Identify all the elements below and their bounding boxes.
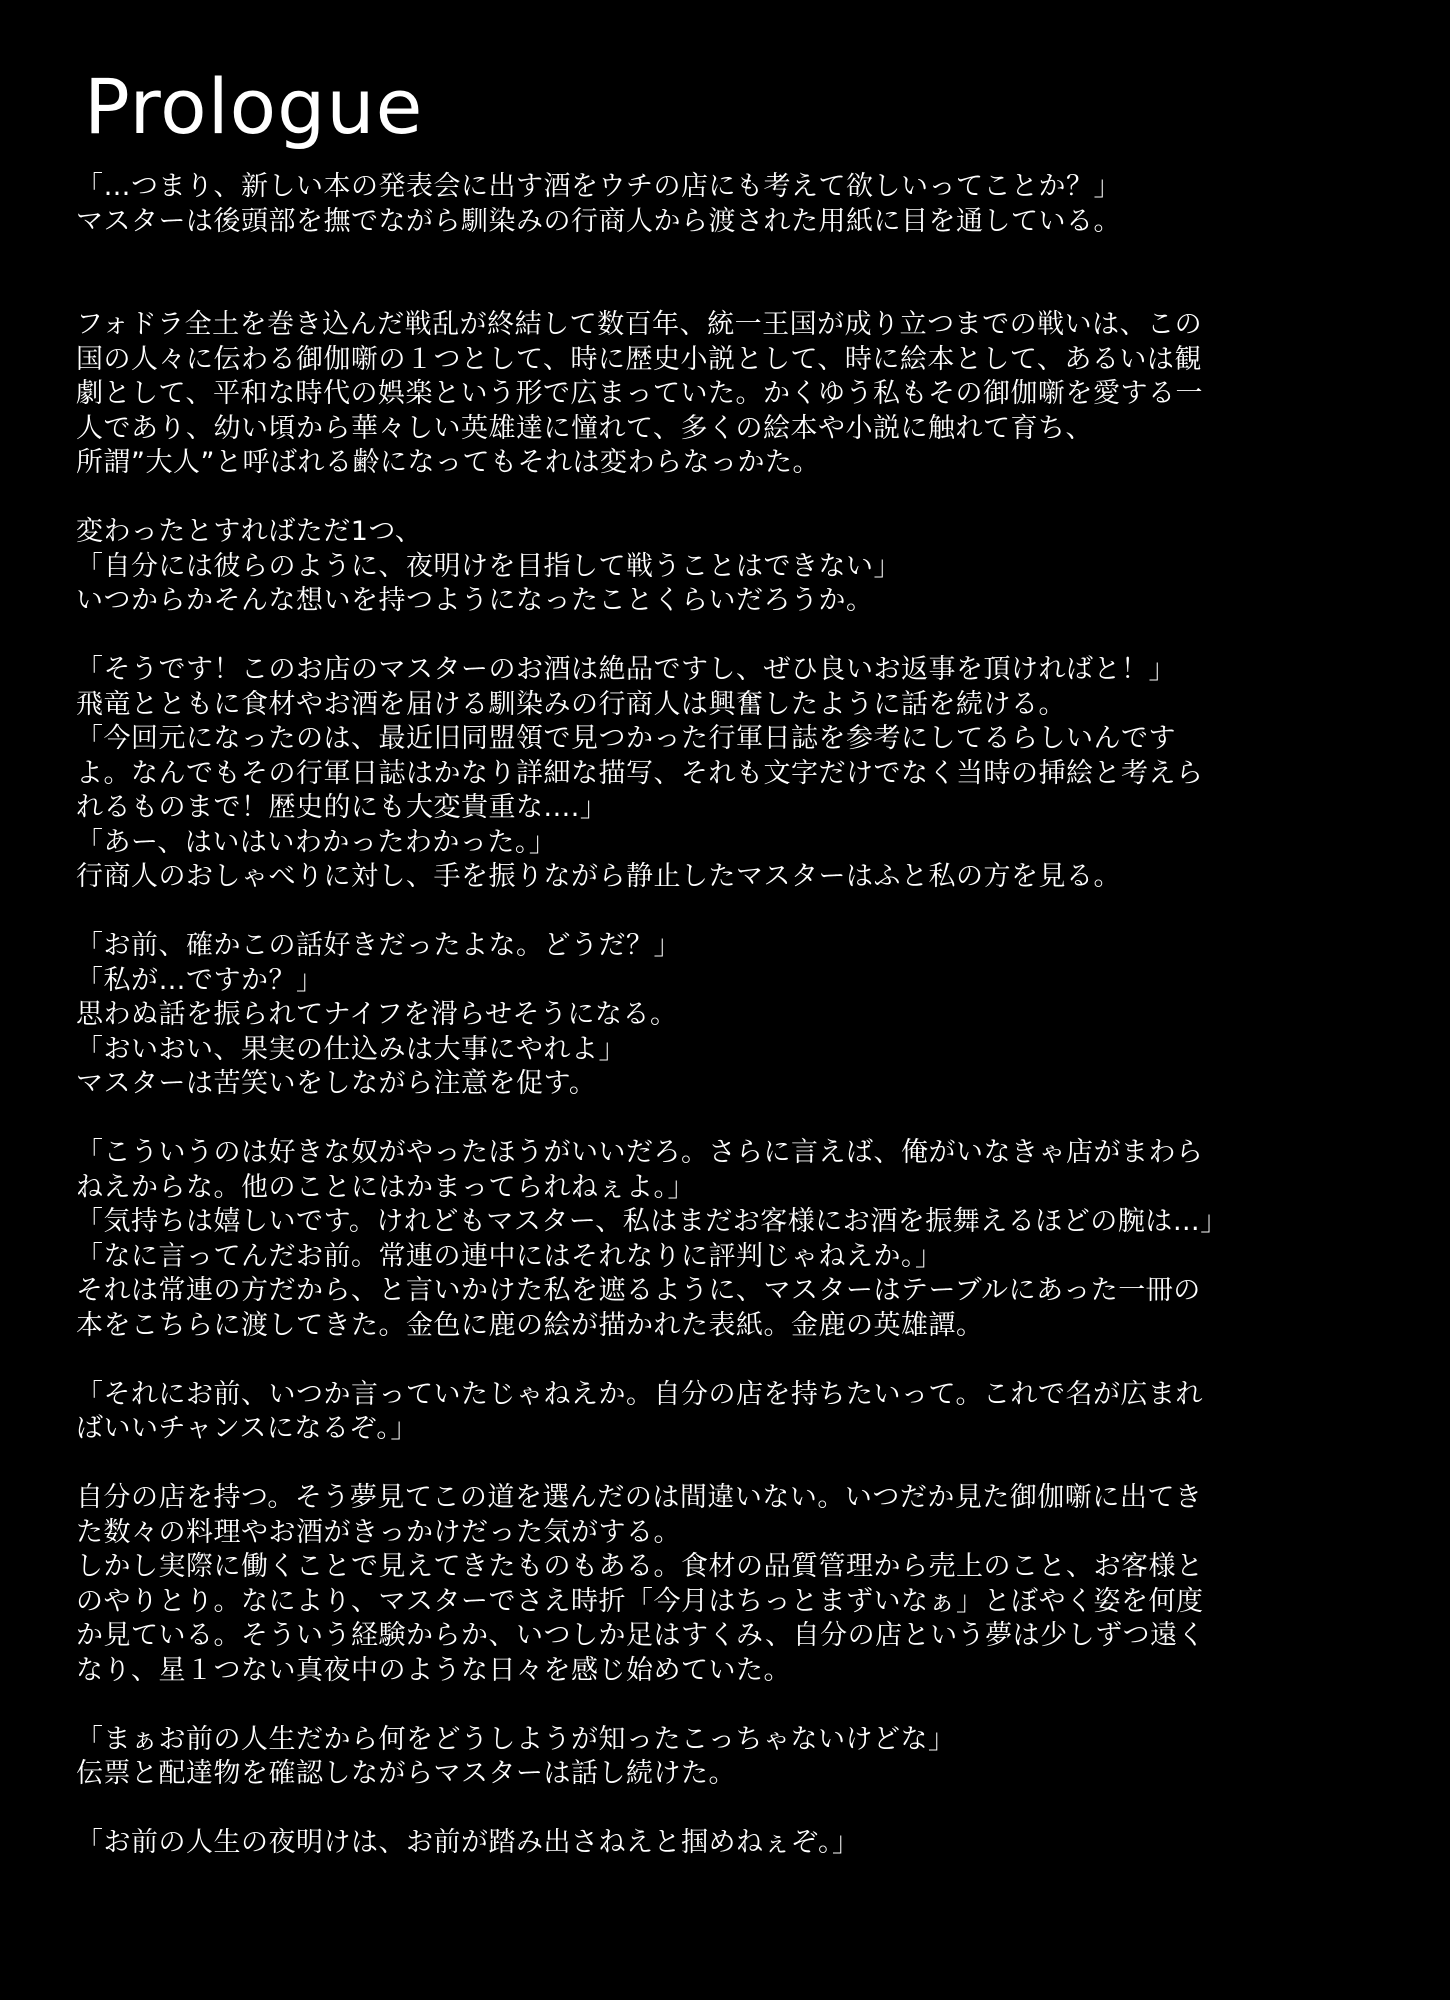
text-line: 「気持ちは嬉しいです。けれどもマスター、私はまだお客様にお酒を振舞えるほどの腕は…」 (76, 1206, 1228, 1237)
paragraph-spacer (76, 1792, 1396, 1827)
text-line: 「今回元になったのは、最近旧同盟領で見つかった行軍日誌を参考にしてるらしいんです (76, 723, 1176, 754)
text-line: 国の人々に伝わる御伽噺の１つとして、時に歴史小説として、時に絵本として、あるいは観 (76, 343, 1202, 375)
text-line: た数々の料理やお酒がきっかけだった気がする。 (76, 1516, 681, 1548)
paragraph-spacer (76, 481, 1396, 516)
text-line: 「そうです！このお店のマスターのお酒は絶品ですし、ぜひ良いお返事を頂ければと！」 (76, 654, 1176, 685)
text-line: それは常連の方だから、と言いかけた私を遮るように、マスターはテーブルにあった一冊の (76, 1275, 1201, 1306)
text-line: 変わったとすればただ1つ、 (76, 516, 423, 547)
text-line: ばいいチャンスになるぞ。」 (76, 1413, 418, 1444)
text-line: ねえからな。他のことにはかまってられねぇよ。」 (76, 1171, 695, 1203)
text-line: 「私が…ですか？」 (76, 964, 324, 996)
paragraph-spacer (76, 1688, 1396, 1723)
text-line: 「こういうのは好きな奴がやったほうがいいだろ。さらに言えば、俺がいなきゃ店がまわら (76, 1137, 1204, 1168)
paragraph-spacer (76, 1343, 1396, 1378)
paragraph-spacer (76, 1447, 1396, 1482)
text-line: 所謂”大人”と呼ばれる齢になってもそれは変わらなっかた。 (76, 447, 820, 478)
text-line: 「お前の人生の夜明けは、お前が踏み出さねえと掴めねぇぞ。」 (76, 1827, 860, 1858)
text-line: れるものまで！歴史的にも大変貴重な....」 (76, 792, 608, 823)
text-line: 飛竜とともに食材やお酒を届ける馴染みの行商人は興奮したように話を続ける。 (76, 688, 1066, 720)
paragraph-spacer (76, 1102, 1396, 1137)
text-line: か見ている。そういう経験からか、いつしか足はすくみ、自分の店という夢は少しずつ遠く (76, 1620, 1206, 1651)
paragraph-spacer (76, 274, 1396, 309)
text-line: いつからかそんな想いを持つようになったことくらいだろうか。 (76, 585, 874, 616)
text-line: 「自分には彼らのように、夜明けを目指して戦うことはできない」 (76, 550, 901, 582)
page-title: Prologue (84, 62, 424, 151)
text-line: よ。なんでもその行軍日誌はかなり詳細な描写、それも文字だけでなく当時の挿絵と考えら (76, 757, 1204, 789)
paragraph-spacer (76, 895, 1396, 930)
text-line: マスターは苦笑いをしながら注意を促す。 (76, 1068, 597, 1099)
text-line: のやりとり。なにより、マスターでさえ時折「今月はちっとまずいなぁ」とぼやく姿を何度 (76, 1585, 1204, 1617)
text-line: 思わぬ話を振られてナイフを滑らせそうになる。 (76, 999, 678, 1030)
paragraph-spacer (76, 239, 1396, 274)
text-line: しかし実際に働くことで見えてきたものもある。食材の品質管理から売上のこと、お客様と (76, 1551, 1204, 1582)
text-line: 「…つまり、新しい本の発表会に出す酒をウチの店にも考えて欲しいってことか？」 (76, 171, 1121, 202)
prologue-body-text (76, 170, 1396, 1861)
text-line: フォドラ全土を巻き込んだ戦乱が終結して数百年、統一王国が成り立つまでの戦いは、この (76, 309, 1203, 340)
paragraph-spacer (76, 619, 1396, 654)
text-line: 「まぁお前の人生だから何をどうしようが知ったこっちゃないけどな」 (76, 1723, 956, 1755)
text-line: マスターは後頭部を撫でながら馴染みの行商人から渡された用紙に目を通している。 (76, 205, 1121, 237)
text-line: 「お前、確かこの話好きだったよな。どうだ？」 (76, 930, 681, 961)
text-line: 劇として、平和な時代の娯楽という形で広まっていた。かくゆう私もその御伽噺を愛する一 (76, 378, 1203, 409)
text-line: 行商人のおしゃべりに対し、手を振りながら静止したマスターはふと私の方を見る。 (76, 861, 1121, 892)
text-line: 「なに言ってんだお前。常連の連中にはそれなりに評判じゃねえか。」 (76, 1240, 943, 1272)
text-line: 「あー、はいはいわかったわかった。」 (76, 826, 557, 858)
text-line: 伝票と配達物を確認しながらマスターは話し続けた。 (76, 1758, 736, 1789)
text-line: 自分の店を持つ。そう夢見てこの道を選んだのは間違いない。いつだか見た御伽噺に出てき (76, 1482, 1203, 1513)
text-line: 「おいおい、果実の仕込みは大事にやれよ」 (76, 1033, 626, 1065)
text-line: なり、星１つない真夜中のような日々を感じ始めていた。 (76, 1654, 791, 1686)
text-line: 「それにお前、いつか言っていたじゃねえか。自分の店を持ちたいって。これで名が広まれ (76, 1378, 1203, 1410)
text-line: 本をこちらに渡してきた。金色に鹿の絵が描かれた表紙。金鹿の英雄譚。 (76, 1309, 984, 1341)
text-line: 人であり、幼い頃から華々しい英雄達に憧れて、多くの絵本や小説に触れて育ち、 (76, 412, 1093, 444)
